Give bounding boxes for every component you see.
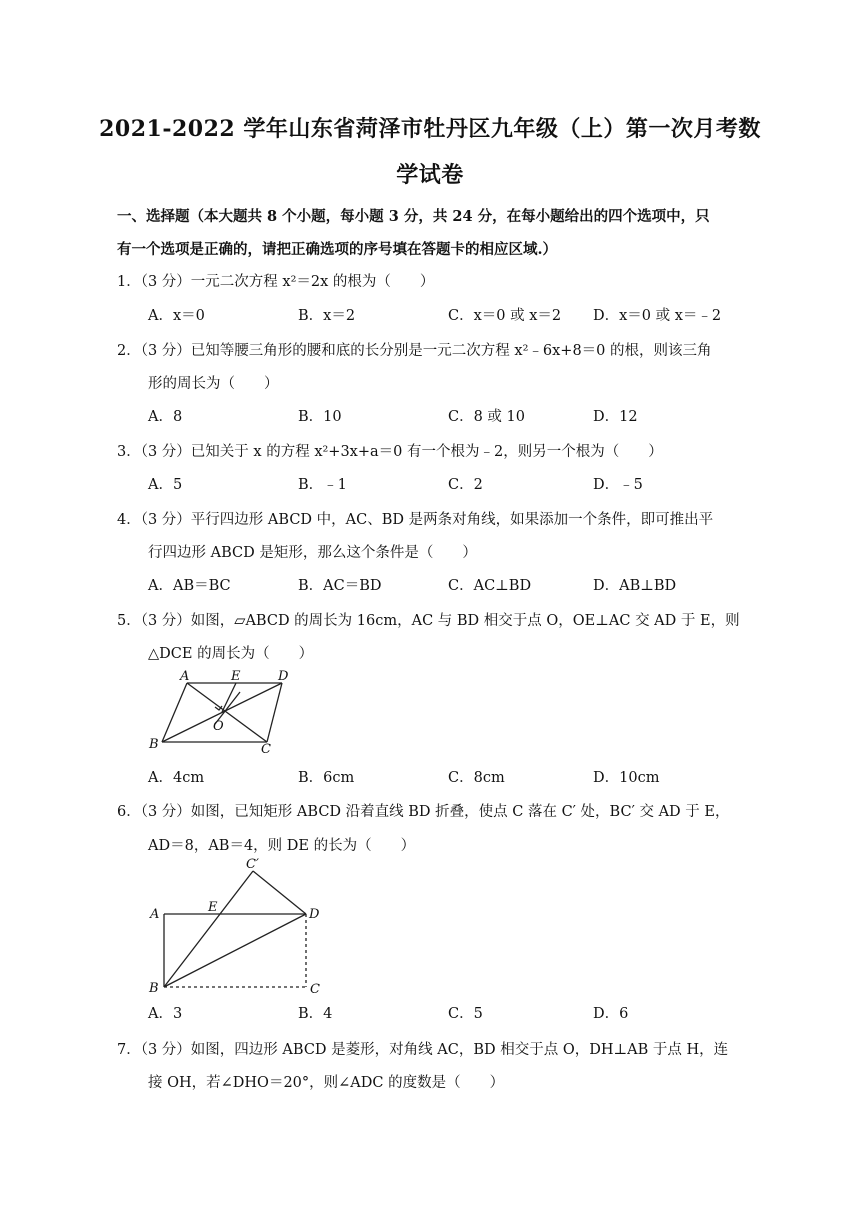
question-4-text: 4．（3 分）平行四边形 ABCD 中，AC、BD 是两条对角线，如果添加一个条件，即可推出平 bbox=[117, 512, 714, 528]
q5-label-o: O bbox=[213, 719, 224, 734]
question-5-option-b[interactable]: B．6cm bbox=[298, 770, 355, 786]
question-3-option-b[interactable]: B．﹣1 bbox=[298, 477, 347, 493]
q5-label-b: B bbox=[149, 737, 159, 752]
question-3-option-d[interactable]: D．﹣5 bbox=[593, 477, 643, 493]
q6-label-c-prime: C′ bbox=[246, 857, 259, 872]
q6-label-e: E bbox=[208, 900, 218, 915]
question-4-text-cont: 行四边形 ABCD 是矩形，那么这个条件是（ ） bbox=[148, 545, 477, 561]
question-7-text-cont: 接 OH，若∠DHO＝20°，则∠ADC 的度数是（ ） bbox=[148, 1075, 505, 1091]
q5-label-c: C bbox=[261, 742, 271, 756]
question-3-text: 3．（3 分）已知关于 x 的方程 x²+3x+a＝0 有一个根为﹣2，则另一个根为（ ） bbox=[117, 444, 663, 460]
question-3-option-a[interactable]: A．5 bbox=[148, 477, 183, 493]
q5-label-d: D bbox=[278, 669, 289, 684]
question-4-option-c[interactable]: C．AC⊥BD bbox=[448, 578, 532, 594]
question-6-text-cont: AD＝8，AB＝4，则 DE 的长为（ ） bbox=[148, 838, 416, 854]
question-6-figure bbox=[140, 854, 340, 996]
question-1-option-b[interactable]: B．x＝2 bbox=[298, 308, 356, 324]
q6-label-a: A bbox=[150, 907, 160, 922]
q5-label-a: A bbox=[180, 669, 190, 684]
question-2-text-cont: 形的周长为（ ） bbox=[148, 376, 279, 392]
question-1-option-a[interactable]: A．x＝0 bbox=[148, 308, 205, 324]
question-5-figure bbox=[140, 668, 300, 756]
question-2-option-b[interactable]: B．10 bbox=[298, 409, 342, 425]
question-2-option-a[interactable]: A．8 bbox=[148, 409, 183, 425]
question-7-text: 7．（3 分）如图，四边形 ABCD 是菱形，对角线 AC，BD 相交于点 O，DH⊥AB 于点 H，连 bbox=[117, 1042, 729, 1058]
question-3-option-c[interactable]: C．2 bbox=[448, 477, 483, 493]
question-5-text-cont: △DCE 的周长为（ ） bbox=[148, 646, 314, 662]
q6-label-b: B bbox=[149, 981, 159, 996]
page-title-line-2: 学试卷 bbox=[396, 162, 464, 188]
question-1-option-c[interactable]: C．x＝0 或 x＝2 bbox=[448, 308, 562, 324]
q6-label-d: D bbox=[309, 907, 320, 922]
question-5-option-c[interactable]: C．8cm bbox=[448, 770, 505, 786]
question-6-option-d[interactable]: D．6 bbox=[593, 1006, 629, 1022]
section-heading: 一、选择题（本大题共 8 个小题，每小题 3 分，共 24 分，在每小题给出的四个选项中，只 bbox=[117, 208, 710, 225]
page-title-line-1: 2021-2022 学年山东省菏泽市牡丹区九年级（上）第一次月考数 bbox=[99, 116, 761, 142]
question-1-text: 1．（3 分）一元二次方程 x²＝2x 的根为（ ） bbox=[117, 274, 435, 290]
question-1-option-d[interactable]: D．x＝0 或 x＝﹣2 bbox=[593, 308, 722, 324]
question-6-option-a[interactable]: A．3 bbox=[148, 1006, 183, 1022]
question-6-option-c[interactable]: C．5 bbox=[448, 1006, 483, 1022]
question-4-option-b[interactable]: B．AC＝BD bbox=[298, 578, 382, 594]
q5-label-e: E bbox=[231, 669, 241, 684]
question-4-option-d[interactable]: D．AB⊥BD bbox=[593, 578, 677, 594]
question-2-text: 2．（3 分）已知等腰三角形的腰和底的长分别是一元二次方程 x²﹣6x+8＝0 的根，则该三角 bbox=[117, 343, 712, 359]
question-4-option-a[interactable]: A．AB＝BC bbox=[148, 578, 231, 594]
question-6-text: 6．（3 分）如图，已知矩形 ABCD 沿着直线 BD 折叠，使点 C 落在 C′ 处，BC′ 交 AD 于 E， bbox=[117, 804, 730, 820]
q6-label-c: C bbox=[310, 982, 320, 996]
question-5-option-a[interactable]: A．4cm bbox=[148, 770, 205, 786]
question-2-option-d[interactable]: D．12 bbox=[593, 409, 638, 425]
question-6-option-b[interactable]: B．4 bbox=[298, 1006, 333, 1022]
question-5-text: 5．（3 分）如图，▱ABCD 的周长为 16cm，AC 与 BD 相交于点 O，OE⊥AC 交 AD 于 E，则 bbox=[117, 613, 740, 629]
question-2-option-c[interactable]: C．8 或 10 bbox=[448, 409, 525, 425]
section-heading-cont: 有一个选项是正确的，请把正确选项的序号填在答题卡的相应区域.） bbox=[117, 241, 558, 258]
question-5-option-d[interactable]: D．10cm bbox=[593, 770, 660, 786]
